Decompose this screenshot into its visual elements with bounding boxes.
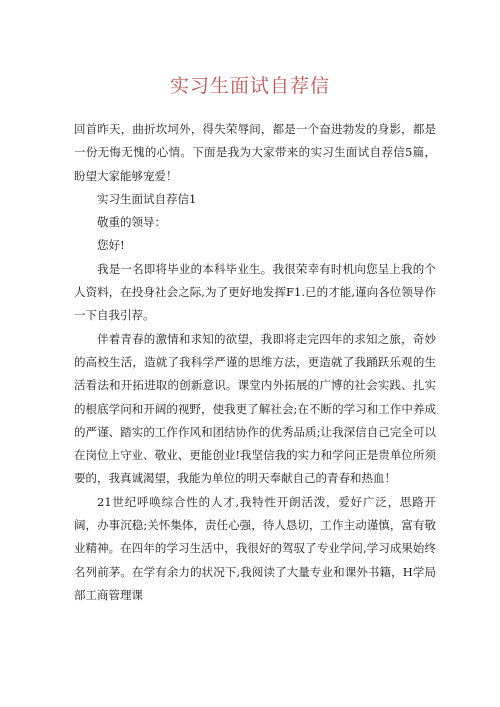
paragraph-salutation: 敬重的领导：	[97, 215, 166, 230]
paragraph-letter-heading: 实习生面试自荐信1	[97, 191, 197, 206]
document-title: 实习生面试自荐信	[169, 75, 330, 97]
paragraph-university-life: 伴着青春的激情和求知的欲望，我即将走完四年的求知之旅，奇妙的高校生活，造就了我科学严谨的思维方法，更造就了我踊跃乐观的生活看法和开拓进取的创新意识。课堂内外拓展的广博的社会实践、扎实的根底学问和开阔的视野，使我更了解社会;在不断的学习和工作中养成的严谨、踏实的工作作风和团结协作的优秀品质;让我深信自己完全可以在岗位上守业、敬业、更能创业!我坚信我的实力和学问正是贵单位所须要的，我真诚渴望，我能为单位的明天奉献自己的青春和热血！	[74, 331, 436, 486]
paragraph-personal-qualities: 21世纪呼唤综合性的人才,我特性开朗活泼，爱好广泛，思路开阔，办事沉稳;关怀集体，责任心强，待人恳切，工作主动谨慎，富有敬业精神。在四年的学习生活中，我很好的驾驭了专业学问,学习成果始终名列前茅。在学有余力的状况下,我阅读了大量专业和课外书籍，H学局部工商管理课	[74, 494, 436, 602]
paragraph-self-intro: 我是一名即将毕业的本科毕业生。我很荣幸有时机向您呈上我的个人资料，在投身社会之际,为了更好地发挥F1.已的才能,谨向各位领导作一下自我引荐。	[74, 261, 436, 323]
paragraph-greeting: 您好!	[97, 238, 125, 253]
document-body	[74, 118, 436, 607]
paragraph-intro: 回首昨天，曲折坎坷外，得失荣辱间，都是一个奋进勃发的身影，都是一份无悔无愧的心情。下面是我为大家带来的实习生面试自荐信5篇，盼望大家能够宠爱！	[74, 122, 436, 183]
